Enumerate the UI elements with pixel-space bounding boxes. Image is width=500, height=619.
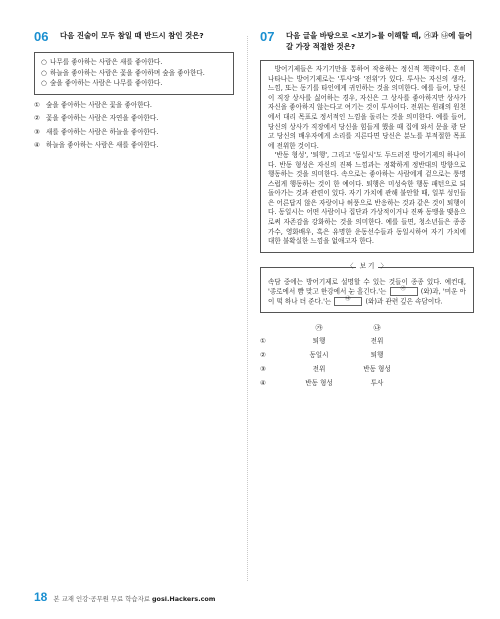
question-text-part: 에 들어갈 가장 적절한 것은? [286,31,473,52]
bogi-title: 〈 보 기 〉 [346,261,388,270]
answer-choice-3[interactable] [260,363,474,377]
choice-a: 반동 형성 [305,379,333,388]
answer-choice-1[interactable] [34,101,234,111]
choice-number: ④ [34,141,40,150]
footer-text-plain: 본 교재 인강·공무원 무료 학습자료 [53,595,152,603]
bogi-text: (와)과, '미운 아이 떡 하나 더 준다.'는 [268,287,466,306]
header-a: ㉮ [315,324,323,333]
statement-text: 숲을 좋아하는 사람은 나무를 좋아한다. [50,79,163,88]
statement-item [41,79,227,89]
choice-number: ② [34,114,40,123]
answer-choice-2[interactable] [34,114,234,124]
bogi-box [260,261,474,314]
choice-number: ③ [260,365,266,374]
circle-bullet-icon: ○ [41,68,47,77]
question-number: 06 [34,29,49,44]
passage-paragraph: '반동 형성', '퇴행', 그리고 '동일시'도 두드러진 방어기제의 하나이다. 반동 형성은 자신의 진짜 느낌과는 정확하게 정반대의 방향으로 행동하는 것을 의미한다. 속으로는 좋아하는 사람에게 겉으로는 퉁명스럽게 행동하는 것이 한 예이다. 퇴행은 미성숙한 행동 패턴으로 되돌아가는 것과 관련이 있다. 자기 가치에 관해 불안할 때, 일부 성인들은 어른답지 않은 자랑이나 허풍으로 반응하는 것과 같은 것이 퇴행이다. 동일시는 어떤 사람이나 집단과 가상적이거나 진짜 동맹을 맺음으로써 자존감을 강화하는 것을 의미한다. 예를 들면, 청소년들은 종종 가수, 영화배우, 혹은 유명한 운동선수들과 동일시하여 자기 가치에 대한 불확실한 느낌을 없애고자 한다. [268,151,466,246]
choice-text: 새를 좋아하는 사람은 하늘을 좋아한다. [46,127,159,136]
answer-table-header [260,321,474,335]
circle-bullet-icon: ○ [41,79,47,88]
question-06 [34,30,234,155]
question-text: 다음 진술이 모두 참일 때 반드시 참인 것은? [60,31,204,40]
choice-a: 동일시 [309,351,329,360]
question-text [286,30,474,52]
choice-a: 전위 [312,365,326,374]
statement-item [41,69,227,79]
question-text-part: 과 [431,31,441,40]
symbol-b: ㉯ [440,31,449,40]
header-b: ㉯ [373,324,381,333]
choice-number: ④ [260,379,266,388]
page-footer [34,589,215,606]
choice-text: 꽃을 좋아하는 사람은 자연을 좋아한다. [46,114,159,123]
answer-choice-4[interactable] [34,141,234,151]
question-06-header [34,30,234,46]
choice-a: 퇴행 [312,337,326,346]
answer-choice-4[interactable] [260,377,474,391]
bogi-title-text: 보 기 [356,262,379,270]
choice-number: ③ [34,127,40,136]
page-number: 18 [34,590,48,604]
reading-passage [260,60,474,252]
choice-text: 하늘을 좋아하는 사람은 새를 좋아한다. [46,141,159,150]
blank-b-label: ㉯ [345,296,351,303]
answer-choice-3[interactable] [34,128,234,138]
footer-text [53,595,215,604]
choice-number: ① [34,100,40,109]
statement-box [34,52,234,95]
bogi-text: (와)과 관련 깊은 속담이다. [365,297,443,306]
choice-b: 전위 [370,337,384,346]
answer-choice-2[interactable] [260,349,474,363]
statement-text: 나무를 좋아하는 사람은 새를 좋아한다. [50,58,163,66]
choice-number: ② [260,351,266,360]
footer-link[interactable]: gosi.Hackers.com [151,595,216,603]
choice-b: 반동 형성 [363,365,391,374]
statement-item [41,58,227,68]
blank-a [390,287,418,296]
choice-b: 투사 [370,379,384,388]
passage-paragraph: 방어기제들은 자기기만을 통하여 작용하는 정신적 책략이다. 흔히 나타나는 방어기제로는 '투사'와 '전위'가 있다. 투사는 자신의 생각, 느낌, 또는 동기를 타인에게 귀인하는 것을 의미한다. 예를 들어, 당신이 직장 상사를 싫어하는 경우, 자신은 그 상사를 좋아하지만 상사가 자신을 좋아하지 않는다고 여기는 것이 투사이다. 전위는 원래의 원천에서 대리 목표로 정서적인 느낌을 돌리는 것을 의미한다. 예를 들어, 당신의 상사가 직장에서 당신을 힘들게 했을 때 집에 와서 문을 쾅 닫고 당신의 배우자에게 소리를 지른다면 당신은 분노를 부적절한 목표에 전위한 것이다. [268,65,466,150]
column-divider [247,36,248,581]
choice-b: 퇴행 [370,351,384,360]
question-07 [260,30,474,391]
blank-a-label: ㉮ [400,286,406,293]
question-number: 07 [260,29,275,44]
bogi-text: 속담 중에는 방어기제로 설명할 수 있는 것들이 종종 있다. 예컨대, '종로에서 뺨 맞고 한강에서 눈 흘긴다.'는 [268,277,466,296]
question-07-header [260,30,474,52]
answer-choices [34,101,234,151]
circle-bullet-icon: ○ [41,58,47,66]
question-text-part: 다음 글을 바탕으로 <보기>를 이해할 때, [286,31,424,40]
choice-number: ① [260,337,266,346]
answer-choice-1[interactable] [260,335,474,349]
statement-text: 하늘을 좋아하는 사람은 꽃을 좋아하며 숲을 좋아한다. [50,68,205,77]
symbol-a: ㉮ [423,31,432,40]
choice-text: 숲을 좋아하는 사람은 꽃을 좋아한다. [46,100,153,109]
blank-b [334,297,362,306]
answer-table [260,321,474,391]
